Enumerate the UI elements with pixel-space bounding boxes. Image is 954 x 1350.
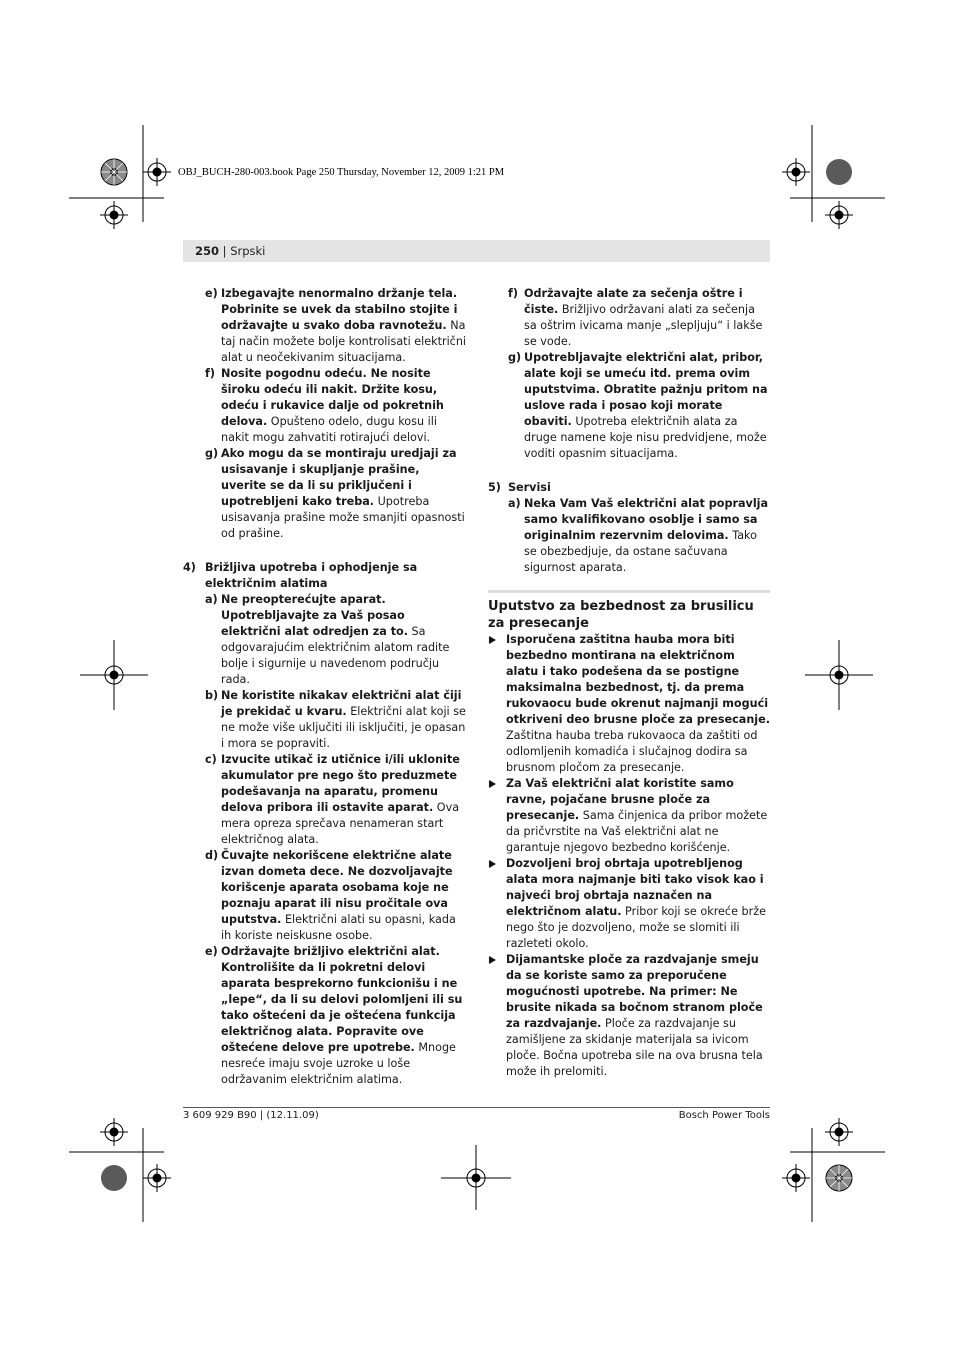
instruction-item <box>183 366 468 446</box>
instruction-item <box>183 688 468 752</box>
item-marker: g) <box>508 351 522 364</box>
item-bold-text: Upotrebljavajte električni alat, pribor, alate koji se umeću itd. prema ovim uputstvima. Obratite pažnju pritom na uslove rada i posao koji morate obaviti. <box>524 351 768 428</box>
item-marker: d) <box>205 849 219 862</box>
item-text: Električni alati su opasni, kada ih koriste neiskusne osobe. <box>221 913 456 942</box>
item-bold-text: Održavajte brižljivo električni alat. Kontrolišite da li pokretni delovi aparata besprekorno funkcionišu i ne „lepe“, da li su delovi polomljeni ili su tako oštećeni da je oštećena funkcija električnog alata. Popravite ove oštećene delove pre upotrebe. <box>221 945 463 1054</box>
bullet-bold-text: Dozvoljeni broj obrtaja upotrebljenog alata mora najmanje biti tako visok kao i najveći broj obrtaja naznačen na električnom alatu. <box>506 857 764 918</box>
item-text: Brižljivo održavani alati za sečenja sa oštrim ivicama manje „slepljuju“ i lakše se vode. <box>524 303 763 348</box>
item-text: Električni alat koji se ne može više uključiti ili isključiti, je opasan i mora se popraviti. <box>221 705 466 750</box>
right-column <box>488 286 770 1080</box>
page-header-bar <box>183 240 770 262</box>
footer-brand: Bosch Power Tools <box>678 1110 770 1121</box>
footer-divider <box>183 1107 770 1108</box>
instruction-item <box>488 286 770 350</box>
bullet-bold-text: Isporučena zaštitna hauba mora biti bezbedno montirana na električnom alatu i tako podešena da se postigne maksimalna bezbednost, tj. da prema rukovaocu bude okrenut najmanji mogući otkriveni deo brusne ploče za presecanje. <box>506 633 770 726</box>
safety-bullet <box>488 632 770 776</box>
section-heading <box>183 560 468 592</box>
item-text: Ova mera opreza sprečava nenameran start električnog alata. <box>221 801 460 846</box>
gray-mark-bottom-left <box>101 1165 127 1191</box>
item-marker: e) <box>205 287 218 300</box>
item-bold-text: Ako mogu da se montiraju uredjaji za usisavanje i skupljanje prašine, uverite se da li su priključeni i upotrebljeni kako treba. <box>221 447 457 508</box>
left-column <box>183 286 468 1088</box>
item-text: Upotreba usisavanja prašine može smanjiti opasnosti od prašine. <box>221 495 465 540</box>
section-number: 5) <box>488 481 501 494</box>
page-bar-separator: | <box>219 244 231 258</box>
triangle-bullet-icon <box>489 780 496 788</box>
item-marker: f) <box>205 367 215 380</box>
triangle-bullet-icon <box>489 956 496 964</box>
item-bold-text: Izvucite utikač iz utičnice i/ili uklonite akumulator pre nego što preduzmete podešavanja na aparatu, promenu delova pribora ili ostavite aparat. <box>221 753 460 814</box>
triangle-bullet-icon <box>489 636 496 644</box>
instruction-item <box>183 446 468 542</box>
instruction-item <box>183 592 468 688</box>
gray-mark-top-right <box>826 159 852 185</box>
instruction-item <box>183 944 468 1088</box>
section-heading <box>488 480 770 496</box>
item-marker: g) <box>205 447 219 460</box>
bullet-text: Pribor koji se okreće brže nego što je dozvoljeno, može se slomiti ili razleteti okolo. <box>506 905 766 950</box>
item-marker: a) <box>508 497 521 510</box>
footer-document-code: 3 609 929 B90 | (12.11.09) <box>183 1110 319 1121</box>
print-job-header: OBJ_BUCH-280-003.book Page 250 Thursday, November 12, 2009 1:21 PM <box>178 167 505 178</box>
item-bold-text: Čuvajte nekorišcene električne alate izvan dometa dece. Ne dozvoljavajte korišcenje aparata osobama koje ne poznaju aparat ili nisu pročitale ova uputstva. <box>221 849 453 926</box>
bullet-text: Sama činjenica da pribor možete da pričvrstite na Vaš električni alat ne garantuje njegovo bezbedno korišćenje. <box>506 809 768 854</box>
item-text: Mnoge nesreće imaju svoje uzroke u loše održavanim električnim alatima. <box>221 1041 456 1086</box>
item-text: Upotreba električnih alata za druge namene koje nisu predvidjene, može voditi opasnim situacijama. <box>524 415 767 460</box>
instruction-item <box>183 752 468 848</box>
item-marker: a) <box>205 593 218 606</box>
bullet-text: Ploče za razdvajanje su zamišljene za skidanje materijala sa ivicom ploče. Bočna upotreba sile na ova brusna tela može ih prelomiti. <box>506 1017 763 1078</box>
section-number: 4) <box>183 561 196 574</box>
item-bold-text: Neka Vam Vaš električni alat popravlja samo kvalifikovano osoblje i samo sa originalnim rezervnim delovima. <box>524 497 769 542</box>
item-bold-text: Ne preopterećujte aparat. Upotrebljavajte za Vaš posao električni alat odredjen za to. <box>221 593 408 638</box>
item-marker: b) <box>205 689 219 702</box>
item-marker: f) <box>508 287 518 300</box>
item-bold-text: Ne koristite nikakav električni alat čiji je prekidač u kvaru. <box>221 689 462 718</box>
item-text: Opušteno odelo, dugu kosu ili nakit mogu zahvatiti rotirajući delovi. <box>221 415 437 444</box>
item-bold-text: Održavajte alate za sečenja oštre i čiste. <box>524 287 743 316</box>
instruction-item <box>488 350 770 462</box>
safety-bullet <box>488 776 770 856</box>
triangle-bullet-icon <box>489 860 496 868</box>
instruction-item <box>183 848 468 944</box>
bullet-text: Zaštitna hauba treba rukovaoca da zaštiti od odlomljenih komadića i slučajnog dodira sa brusnom pločom za presecanje. <box>506 729 758 774</box>
item-bold-text: Izbegavajte nenormalno držanje tela. Pobrinite se uvek da stabilno stojite i održavajte u svako doba ravnotežu. <box>221 287 458 332</box>
item-text: Sa odgovarajućim električnim alatom radite bolje i sigurnije u navedenom području rada. <box>221 625 450 686</box>
section-title: Brižljiva upotreba i ophodjenje sa električnim alatima <box>205 561 418 590</box>
star-mark-top-left <box>101 159 127 185</box>
item-marker: e) <box>205 945 218 958</box>
item-marker: c) <box>205 753 217 766</box>
page-number: 250 <box>195 244 220 258</box>
star-mark-bottom-right <box>826 1165 852 1191</box>
item-text: Na taj način možete bolje kontrolisati električni alat u neočekivanim situacijama. <box>221 319 467 364</box>
bullet-bold-text: Za Vaš električni alat koristite samo ravne, pojačane brusne ploče za presecanje. <box>506 777 734 822</box>
item-text: Tako se obezbedjuje, da ostane sačuvana sigurnost aparata. <box>524 529 757 574</box>
item-bold-text: Nosite pogodnu odeću. Ne nosite široku odeću ili nakit. Držite kosu, odeću i rukavice dalje od pokretnih delova. <box>221 367 444 428</box>
safety-bullet <box>488 952 770 1080</box>
instruction-item <box>488 496 770 576</box>
safety-bullet <box>488 856 770 952</box>
safety-subheading: Uputstvo za bezbednost za brusilicu za presecanje <box>488 590 770 632</box>
section-title: Servisi <box>508 481 551 494</box>
instruction-item <box>183 286 468 366</box>
page-language: Srpski <box>230 244 266 258</box>
bullet-bold-text: Dijamantske ploče za razdvajanje smeju da se koriste samo za preporučene mogućnosti upotrebe. Na primer: Ne brusite nikada sa bočnom stranom ploče za razdvajanje. <box>506 953 763 1030</box>
